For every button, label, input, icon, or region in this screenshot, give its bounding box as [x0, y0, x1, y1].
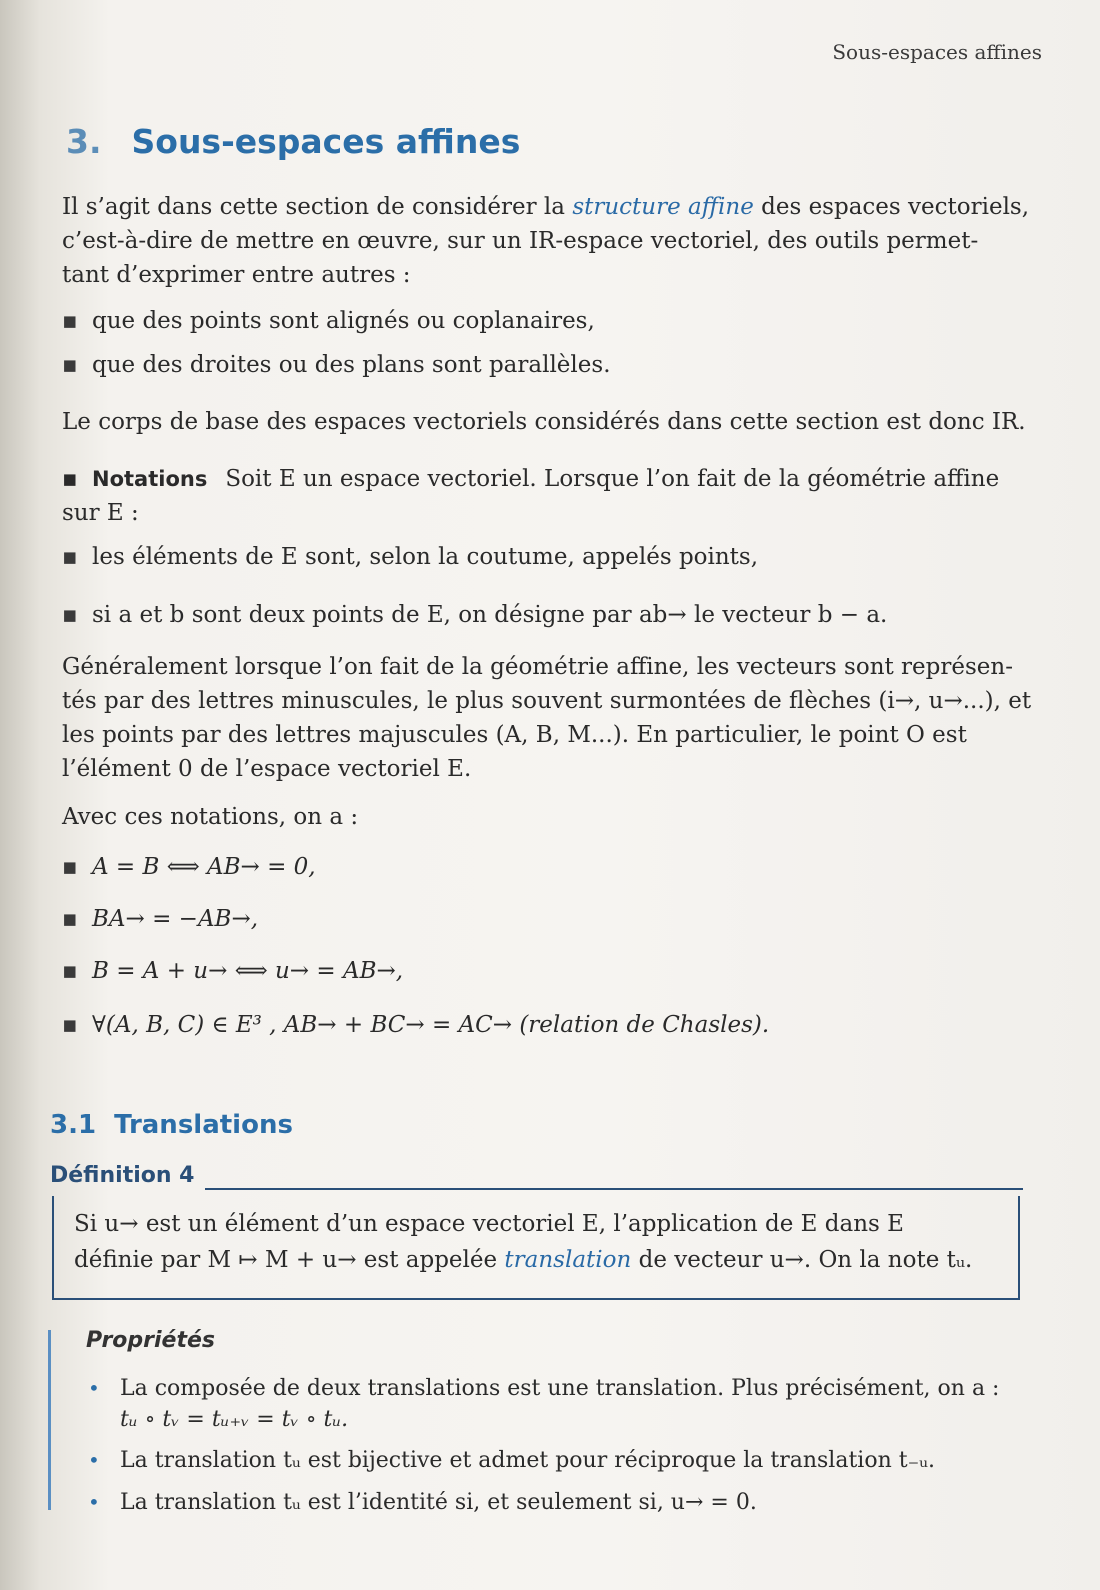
- relation-2-text: BA→ = −AB→,: [92, 906, 259, 932]
- intro-bullet-2-text: que des droites ou des plans sont parallèles.: [92, 352, 611, 378]
- notations-text: Soit E un espace vectoriel. Lorsque l’on fait de la géométrie affine: [225, 466, 1000, 492]
- relation-1-text: A = B ⟺ AB→ = 0,: [92, 854, 316, 880]
- structure-affine-term: structure affine: [572, 194, 754, 220]
- relation-4: ▪ ∀(A, B, C) ∈ E³ , AB→ + BC→ = AC→ (relation de Chasles).: [62, 1012, 770, 1038]
- property-2: • La translation tᵤ est bijective et admet pour réciproque la translation t₋ᵤ.: [88, 1448, 935, 1473]
- general-line2: tés par des lettres minuscules, le plus souvent surmontées de flèches (i→, u→...), et: [62, 688, 1032, 714]
- intro-paragraph: [62, 190, 1042, 292]
- properties-bar: [48, 1330, 51, 1510]
- notation-bullet-2: ▪ si a et b sont deux points de E, on désigne par ab→ le vecteur b − a.: [62, 602, 888, 628]
- notations-heading: Notations: [92, 467, 208, 491]
- general-line3: les points par des lettres majuscules (A, B, M...). En particulier, le point O est: [62, 722, 967, 748]
- intro-line1: Il s’agit dans cette section de considérer la: [62, 194, 573, 220]
- definition-line1: Si u→ est un élément d’un espace vectoriel E, l’application de E dans E: [74, 1211, 904, 1237]
- relation-3: ▪ B = A + u→ ⟺ u→ = AB→,: [62, 958, 404, 984]
- property-1: • La composée de deux translations est une translation. Plus précisément, on a :: [88, 1376, 1000, 1401]
- relation-1: ▪ A = B ⟺ AB→ = 0,: [62, 854, 316, 880]
- running-head: Sous-espaces affines: [832, 40, 1042, 64]
- section-number: 3.: [66, 122, 102, 161]
- property-1-text: La composée de deux translations est une translation. Plus précisément, on a :: [120, 1376, 1000, 1401]
- base-field-paragraph: Le corps de base des espaces vectoriels considérés dans cette section est donc IR.: [62, 409, 1026, 435]
- notation-bullet-2-text: si a et b sont deux points de E, on désigne par ab→ le vecteur b − a.: [92, 602, 888, 628]
- definition-line2: [74, 1242, 998, 1278]
- definition-line2-end: de vecteur u→. On la note tᵤ.: [631, 1247, 973, 1273]
- intro-line1-end: des espaces vectoriels,: [753, 194, 1030, 220]
- definition-label: Définition 4: [50, 1163, 195, 1188]
- definition-rule: [205, 1188, 1023, 1190]
- subsection-title-text: Translations: [114, 1110, 293, 1140]
- property-2-text: La translation tᵤ est bijective et admet pour réciproque la translation t₋ᵤ.: [120, 1448, 935, 1473]
- intro-bullet-2: ▪ que des droites ou des plans sont parallèles.: [62, 352, 611, 378]
- notation-bullet-1: ▪ les éléments de E sont, selon la coutume, appelés points,: [62, 544, 759, 570]
- definition-box: [52, 1196, 1020, 1300]
- property-3-text: La translation tᵤ est l’identité si, et seulement si, u→ = 0.: [120, 1490, 757, 1515]
- section-title: [66, 122, 520, 161]
- relation-3-text: B = A + u→ ⟺ u→ = AB→,: [92, 958, 404, 984]
- definition-line2-start: définie par M ↦ M + u→ est appelée: [74, 1247, 505, 1273]
- properties-heading: Propriétés: [86, 1328, 216, 1353]
- subsection-number: 3.1: [50, 1110, 97, 1140]
- general-line4: l’élément 0 de l’espace vectoriel E.: [62, 756, 472, 782]
- intro-line2: c’est-à-dire de mettre en œuvre, sur un IR-espace vectoriel, des outils permet-: [62, 228, 979, 254]
- intro-line3: tant d’exprimer entre autres :: [62, 262, 411, 288]
- property-1-formula: tᵤ ∘ tᵥ = tᵤ₊ᵥ = tᵥ ∘ tᵤ.: [120, 1407, 349, 1432]
- subsection-title: [50, 1110, 293, 1140]
- relation-2: ▪ BA→ = −AB→,: [62, 906, 259, 932]
- relation-4-text: ∀(A, B, C) ∈ E³ , AB→ + BC→ = AC→ (relation de Chasles).: [92, 1012, 770, 1038]
- property-3: • La translation tᵤ est l’identité si, et seulement si, u→ = 0.: [88, 1490, 757, 1515]
- general-paragraph: [62, 650, 1042, 786]
- intro-bullet-1-text: que des points sont alignés ou coplanaires,: [92, 308, 595, 334]
- notations-text2: sur E :: [62, 500, 139, 526]
- section-title-text: Sous-espaces affines: [131, 122, 521, 161]
- notations-paragraph: ▪ Notations Soit E un espace vectoriel. Lorsque l’on fait de la géométrie affine sur E :: [62, 462, 1042, 530]
- translation-term: translation: [504, 1247, 632, 1273]
- with-notations: Avec ces notations, on a :: [62, 804, 359, 830]
- general-line1: Généralement lorsque l’on fait de la géométrie affine, les vecteurs sont représen-: [62, 654, 1013, 680]
- intro-bullet-1: ▪ que des points sont alignés ou coplanaires,: [62, 308, 595, 334]
- notation-bullet-1-text: les éléments de E sont, selon la coutume, appelés points,: [92, 544, 759, 570]
